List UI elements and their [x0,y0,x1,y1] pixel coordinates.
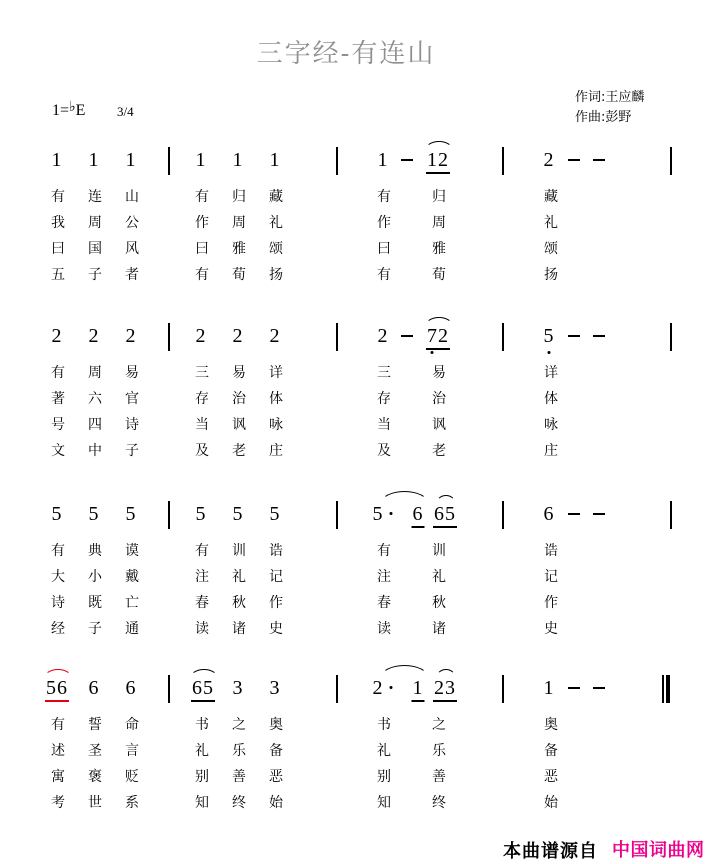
lyric-char: 六 [88,391,102,407]
lyric-char: 书 [377,717,391,733]
lyric-char: 诸 [432,621,446,637]
flat-icon: ♭ [69,100,76,115]
system-2 [0,325,712,475]
lyric-char: 恶 [269,769,283,785]
credits-block [575,88,644,128]
barline [336,147,338,175]
lyric-char: 当 [377,417,391,433]
lyric-char: 有 [51,365,65,381]
lyric-char: 之 [432,717,446,733]
barline [502,323,504,351]
lyric-char: 乐 [232,743,246,759]
lyric-char: 书 [195,717,209,733]
note: 5 [372,503,384,525]
lyric-char: 曰 [51,241,65,257]
barline [168,323,170,351]
note-dash [568,687,580,689]
lyric-char: 礼 [195,743,209,759]
lyric-char: 有 [377,189,391,205]
barline [336,675,338,703]
lyric-char: 知 [377,795,391,811]
lyric-char: 备 [269,743,283,759]
note: 2 [195,325,207,347]
barline [502,675,504,703]
lyric-char: 风 [125,241,139,257]
note: 2 [232,325,244,347]
lyric-char: 子 [88,267,102,283]
score-title: 三字经-有连山 [256,39,436,69]
barline [168,501,170,529]
slur-arc [44,669,72,678]
lyric-char: 知 [195,795,209,811]
lyric-char: 咏 [544,417,558,433]
lyric-char: 公 [125,215,139,231]
note: 6 [412,503,425,528]
lyric-char: 扬 [269,267,283,283]
credit-composer: 作曲:彭野 [575,110,632,125]
augmentation-dot [390,686,393,689]
octave-dot [431,351,434,354]
credit-lyricist: 作词:王应麟 [575,90,645,105]
lyric-char: 既 [88,595,102,611]
lyric-char: 详 [544,365,558,381]
note-dash [593,335,605,337]
lyric-char: 恶 [544,769,558,785]
lyric-char: 礼 [377,743,391,759]
lyric-char: 训 [432,543,446,559]
note: 1 [88,149,100,171]
lyric-char: 有 [51,543,65,559]
lyric-char: 终 [232,795,246,811]
lyric-char: 周 [88,215,102,231]
barline [670,147,672,175]
lyric-char: 藏 [269,189,283,205]
lyric-char: 别 [377,769,391,785]
lyric-char: 治 [232,391,246,407]
lyric-char: 注 [195,569,209,585]
note: 1 [543,677,555,699]
lyric-char: 老 [432,443,446,459]
lyric-char: 始 [544,795,558,811]
lyric-char: 读 [195,621,209,637]
note: 2 [51,325,63,347]
note-dash [401,335,413,337]
lyric-char: 通 [125,621,139,637]
lyric-char: 作 [544,595,558,611]
note: 2 [372,677,384,699]
lyric-char: 乐 [432,743,446,759]
lyric-char: 雅 [432,241,446,257]
lyric-char: 归 [232,189,246,205]
slur-arc [436,669,456,678]
lyric-char: 褒 [88,769,102,785]
lyric-char: 庄 [269,443,283,459]
lyric-char: 咏 [269,417,283,433]
lyric-char: 文 [51,443,65,459]
note-dash [568,159,580,161]
lyric-char: 礼 [232,569,246,585]
lyric-char: 奥 [269,717,283,733]
lyric-char: 小 [88,569,102,585]
lyric-char: 终 [432,795,446,811]
lyric-char: 述 [51,743,65,759]
note: 1 [412,677,425,702]
barline [670,501,672,529]
lyric-char: 藏 [544,189,558,205]
lyric-char: 有 [195,267,209,283]
lyric-char: 史 [544,621,558,637]
lyric-char: 存 [377,391,391,407]
lyric-char: 系 [125,795,139,811]
lyric-char: 训 [232,543,246,559]
lyric-char: 诰 [269,543,283,559]
lyric-char: 圣 [88,743,102,759]
system-3 [0,503,712,653]
note: 6 [88,677,100,699]
note: 1 [269,149,281,171]
lyric-char: 易 [125,365,139,381]
key-tonic: 1= [52,102,70,119]
lyric-char: 三 [195,365,209,381]
lyric-char: 作 [269,595,283,611]
time-signature: 3/4 [117,104,134,119]
lyric-char: 国 [88,241,102,257]
lyric-char: 经 [51,621,65,637]
lyric-char: 号 [51,417,65,433]
lyric-char: 有 [195,189,209,205]
lyric-char: 颂 [269,241,283,257]
lyric-char: 老 [232,443,246,459]
note: 5 [51,503,63,525]
lyric-char: 诰 [544,543,558,559]
lyric-char: 戴 [125,569,139,585]
lyric-char: 雅 [232,241,246,257]
lyric-char: 三 [377,365,391,381]
lyric-char: 记 [269,569,283,585]
lyric-char: 体 [269,391,283,407]
lyric-char: 易 [232,365,246,381]
lyric-char: 颂 [544,241,558,257]
note: 2 [543,149,555,171]
phrase-slur-arc [380,665,429,678]
lyric-char: 及 [377,443,391,459]
lyric-char: 曰 [377,241,391,257]
lyric-char: 读 [377,621,391,637]
lyric-char: 周 [232,215,246,231]
note: 1 [195,149,207,171]
note: 5 [88,503,100,525]
lyric-char: 礼 [269,215,283,231]
lyric-char: 谟 [125,543,139,559]
lyric-char: 礼 [544,215,558,231]
note-dash [593,687,605,689]
note: 1 [125,149,137,171]
phrase-slur-arc [380,491,429,504]
barline [336,323,338,351]
lyric-char: 寓 [51,769,65,785]
lyric-char: 善 [432,769,446,785]
lyric-char: 荀 [432,267,446,283]
note: 3 [232,677,244,699]
key-letter: E [75,102,86,119]
note-dash [593,159,605,161]
system-1 [0,149,712,299]
note: 12 [426,149,450,174]
lyric-char: 庄 [544,443,558,459]
lyric-char: 子 [125,443,139,459]
lyric-char: 大 [51,569,65,585]
lyric-char: 者 [125,267,139,283]
barline [502,501,504,529]
note: 1 [51,149,63,171]
note-dash [593,513,605,515]
barline [502,147,504,175]
note: 2 [88,325,100,347]
lyric-char: 曰 [195,241,209,257]
lyric-char: 言 [125,743,139,759]
lyric-char: 亡 [125,595,139,611]
lyric-char: 作 [195,215,209,231]
note: 1 [377,149,389,171]
lyric-char: 易 [432,365,446,381]
lyric-char: 四 [88,417,102,433]
lyric-char: 考 [51,795,65,811]
lyric-char: 著 [51,391,65,407]
lyric-char: 周 [88,365,102,381]
final-barline-thin [662,675,664,703]
augmentation-dot [390,512,393,515]
note: 5 [543,325,555,347]
lyric-char: 连 [88,189,102,205]
lyric-char: 诗 [51,595,65,611]
lyric-char: 山 [125,189,139,205]
footer-source-label: 本曲谱源自 [503,841,598,862]
note: 6 [125,677,137,699]
lyric-char: 有 [51,717,65,733]
lyric-char: 奥 [544,717,558,733]
lyric-char: 之 [232,717,246,733]
note: 5 [232,503,244,525]
lyric-char: 详 [269,365,283,381]
lyric-char: 善 [232,769,246,785]
lyric-char: 及 [195,443,209,459]
lyric-char: 我 [51,215,65,231]
lyric-char: 注 [377,569,391,585]
note-dash [568,335,580,337]
barline [168,147,170,175]
note: 65 [433,503,457,528]
lyric-char: 扬 [544,267,558,283]
lyric-char: 有 [377,543,391,559]
slur-arc [425,141,453,150]
lyric-char: 秋 [232,595,246,611]
lyric-char: 春 [195,595,209,611]
note: 65 [191,677,215,702]
lyric-char: 别 [195,769,209,785]
footer-site-name: 中国词曲网 [612,840,705,861]
note: 3 [269,677,281,699]
slur-arc [436,495,456,504]
barline [670,323,672,351]
lyric-char: 典 [88,543,102,559]
lyric-char: 官 [125,391,139,407]
lyric-char: 存 [195,391,209,407]
lyric-char: 讽 [432,417,446,433]
lyric-char: 五 [51,267,65,283]
lyric-char: 讽 [232,417,246,433]
note: 1 [232,149,244,171]
note: 5 [125,503,137,525]
lyric-char: 备 [544,743,558,759]
note: 56 [45,677,69,702]
note: 2 [269,325,281,347]
lyric-char: 秋 [432,595,446,611]
lyric-char: 有 [377,267,391,283]
note: 5 [269,503,281,525]
slur-arc [190,669,218,678]
lyric-char: 史 [269,621,283,637]
lyric-char: 贬 [125,769,139,785]
key-signature [52,99,85,120]
lyric-char: 周 [432,215,446,231]
lyric-char: 体 [544,391,558,407]
lyric-char: 春 [377,595,391,611]
lyric-char: 治 [432,391,446,407]
final-barline-thick [666,675,670,703]
lyric-char: 当 [195,417,209,433]
system-4 [0,677,712,827]
note: 23 [433,677,457,702]
lyric-char: 作 [377,215,391,231]
lyric-char: 子 [88,621,102,637]
note-dash [568,513,580,515]
slur-arc [425,317,453,326]
lyric-char: 命 [125,717,139,733]
barline [336,501,338,529]
note: 2 [125,325,137,347]
lyric-char: 中 [88,443,102,459]
lyric-char: 归 [432,189,446,205]
lyric-char: 世 [88,795,102,811]
lyric-char: 礼 [432,569,446,585]
note: 5 [195,503,207,525]
lyric-char: 记 [544,569,558,585]
note-dash [401,159,413,161]
note: 72 [426,325,450,350]
lyric-char: 誓 [88,717,102,733]
lyric-char: 有 [51,189,65,205]
lyric-char: 始 [269,795,283,811]
lyric-char: 荀 [232,267,246,283]
lyric-char: 诗 [125,417,139,433]
barline [168,675,170,703]
lyric-char: 有 [195,543,209,559]
lyric-char: 诸 [232,621,246,637]
octave-dot [548,351,551,354]
note: 2 [377,325,389,347]
note: 6 [543,503,555,525]
